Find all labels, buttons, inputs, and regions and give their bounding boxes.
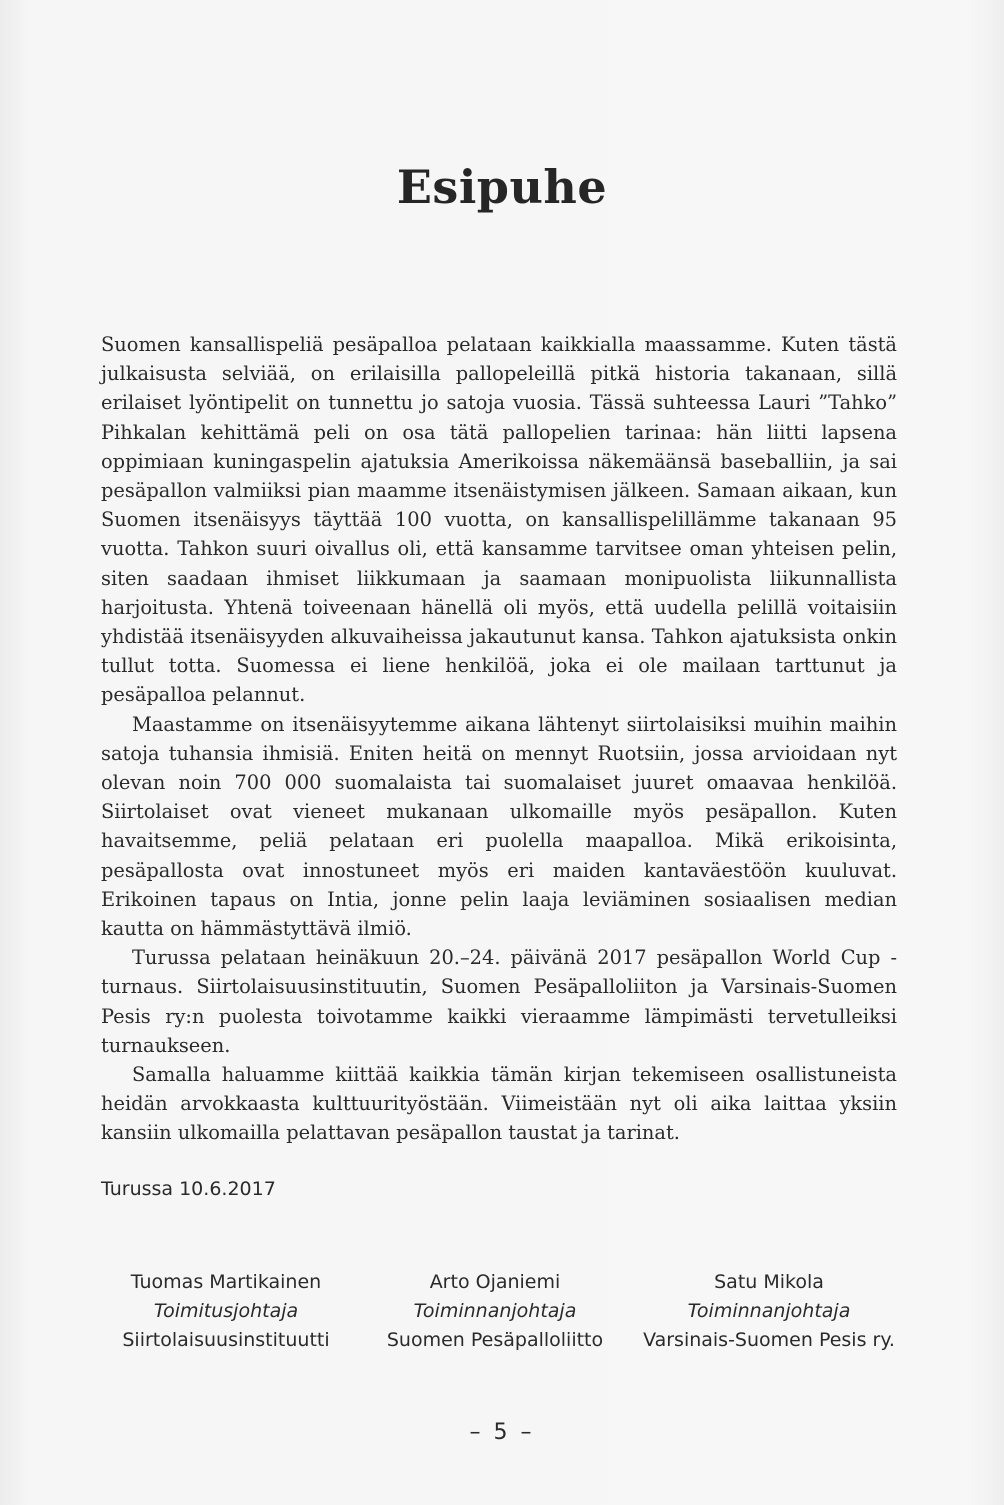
paragraph-2: Maastamme on itsenäisyytemme aikana lähtenyt siirtolaisiksi muihin maihin satoja tuhansia ihmisiä. Eniten heitä on mennyt Ruotsiin, jossa arvioidaan nyt olevan noin 700 000 suomalaista tai suomalaiset juuret omaavaa henkilöä. Siirtolaiset ovat vieneet mukanaan ulkomaille myös pesäpallon. Kuten havaitsemme, peliä pelataan eri puolella maapalloa. Mikä erikoisinta, pesäpallosta ovat innostuneet myös eri maiden kantaväestöön kuuluvat. Erikoinen tapaus on Intia, jonne pelin laaja leviäminen sosiaalisen median kautta on hämmästyttävä ilmiö. bbox=[101, 712, 897, 941]
signatory-3 bbox=[633, 1268, 905, 1355]
signatory-role: Toimitusjohtaja bbox=[153, 1300, 299, 1322]
signature-block bbox=[95, 1268, 905, 1355]
page-title: Esipuhe bbox=[396, 160, 608, 214]
signatory-organization: Siirtolaisuusinstituutti bbox=[122, 1329, 330, 1351]
signatory-role: Toiminnanjohtaja bbox=[413, 1300, 577, 1322]
paragraph-1: Suomen kansallispeliä pesäpalloa pelataan kaikkialla maassamme. Kuten tästä julkaisusta selviää, on erilaisilla pallopeleillä pitkä historia takanaan, sillä erilaiset lyöntipelit on tunnettu jo satoja vuosia. Tässä suhteessa Lauri ”Tahko” Pihkalan kehittämä peli on osa tätä pallopelien tarinaa: hän liitti lapsena oppimiaan kuningaspelin ajatuksia Amerikoissa näkemäänsä baseballiin, ja sai pesäpallon valmiiksi pian maamme itsenäistymisen jälkeen. Samaan aikaan, kun Suomen itsenäisyys täyttää 100 vuotta, on kansallispelillämme takanaan 95 vuotta. Tahkon suuri oivallus oli, että kansamme tarvitsee oman yhteisen pelin, siten saadaan ihmiset liikkumaan ja saamaan monipuolista liikunnallista harjoitusta. Yhtenä toiveenaan hänellä oli myös, että uudella pelillä voitaisiin yhdistää itsenäisyyden alkuvaiheissa jakautunut kansa. Tahkon ajatuksista onkin tullut totta. Suomessa ei liene henkilöä, joka ei ole mailaan tarttunut ja pesäpalloa pelannut. bbox=[101, 333, 897, 707]
page-number: – 5 – bbox=[469, 1420, 535, 1445]
signatory-name: Tuomas Martikainen bbox=[130, 1271, 322, 1293]
place-and-date: Turussa 10.6.2017 bbox=[101, 1178, 276, 1200]
signatory-name: Arto Ojaniemi bbox=[429, 1271, 561, 1293]
paragraph-4: Samalla haluamme kiittää kaikkia tämän kirjan tekemiseen osallistuneista heidän arvokkaasta kulttuurityöstään. Viimeistään nyt oli aika laittaa yksiin kansiin ulkomailla pelattavan pesäpallon taustat ja tarinat. bbox=[101, 1063, 897, 1145]
signatory-name: Satu Mikola bbox=[714, 1271, 824, 1293]
signatory-organization: Suomen Pesäpalloliitto bbox=[386, 1329, 604, 1351]
signatory-organization: Varsinais-Suomen Pesis ry. bbox=[643, 1329, 895, 1351]
foreword-body bbox=[101, 330, 897, 1148]
signatory-role: Toiminnanjohtaja bbox=[687, 1300, 851, 1322]
signatory-2 bbox=[364, 1268, 626, 1355]
signatory-1 bbox=[95, 1268, 357, 1355]
paragraph-3: Turussa pelataan heinäkuun 20.–24. päivänä 2017 pesäpallon World Cup -turnaus. Siirtolaisuusinstituutin, Suomen Pesäpalloliiton ja Varsinais-Suomen Pesis ry:n puolesta toivotamme kaikki vieraamme lämpimästi tervetulleiksi turnaukseen. bbox=[101, 946, 897, 1057]
